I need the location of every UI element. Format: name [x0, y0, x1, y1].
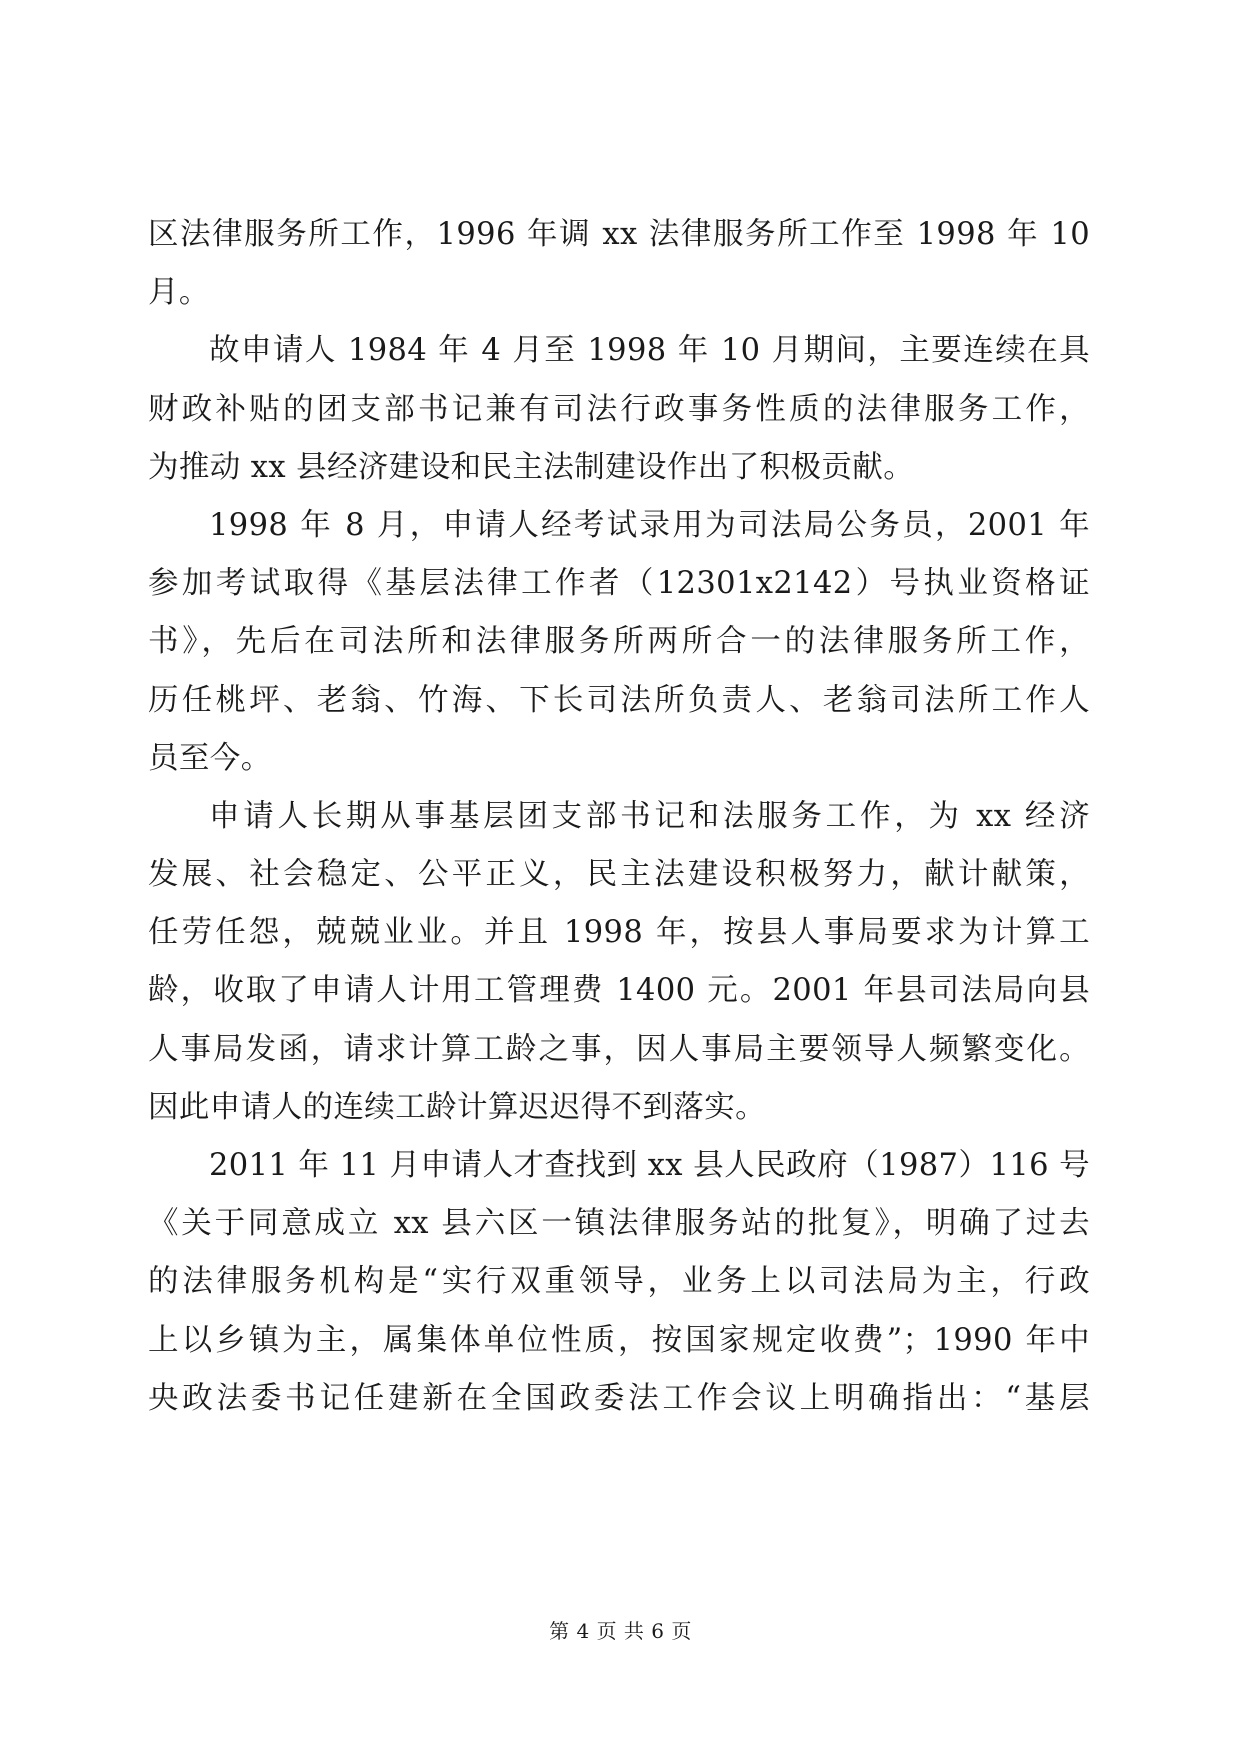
text-line: 的法律服务机构是“实行双重领导，业务上以司法局为主，行政: [148, 1264, 1090, 1300]
text-line: 1998 年 8 月，申请人经考试录用为司法局公务员，2001 年: [209, 507, 1090, 543]
text-line: 财政补贴的团支部书记兼有司法行政事务性质的法律服务工作，: [148, 391, 1090, 427]
text-line: 任劳任怨，兢兢业业。并且 1998 年，按县人事局要求为计算工: [148, 915, 1090, 951]
text-line: 员至今。: [148, 740, 272, 776]
text-line: 央政法委书记任建新在全国政委法工作会议上明确指出：“基层: [148, 1380, 1090, 1416]
text-line: 历任桃坪、老翁、竹海、下长司法所负责人、老翁司法所工作人: [148, 682, 1090, 718]
text-line: 2011 年 11 月申请人才查找到 xx 县人民政府（1987）116 号: [209, 1148, 1090, 1183]
text-line: 上以乡镇为主，属集体单位性质，按国家规定收费”；1990 年中: [148, 1322, 1090, 1358]
text-line: 故申请人 1984 年 4 月至 1998 年 10 月期间，主要连续在具: [209, 333, 1090, 369]
text-line: 人事局发函，请求计算工龄之事，因人事局主要领导人频繁变化。: [148, 1031, 1090, 1067]
text-line: 为推动 xx 县经济建设和民主法制建设作出了积极贡献。: [148, 449, 915, 485]
text-line: 书》，先后在司法所和法律服务所两所合一的法律服务所工作，: [148, 624, 1090, 660]
text-line: 发展、社会稳定、公平正义，民主法建设积极努力，献计献策，: [148, 857, 1090, 893]
text-line: 因此申请人的连续工龄计算迟迟得不到落实。: [148, 1089, 766, 1125]
text-line: 《关于同意成立 xx 县六区一镇法律服务站的批复》，明确了过去: [148, 1206, 1090, 1242]
text-line: 参加考试取得《基层法律工作者（12301x2142）号执业资格证: [148, 566, 1090, 602]
page-number-footer: 第 4 页 共 6 页: [549, 1619, 692, 1643]
text-line: 月。: [148, 275, 210, 311]
text-line: 区法律服务所工作，1996 年调 xx 法律服务所工作至 1998 年 10: [148, 217, 1090, 252]
text-line: 申请人长期从事基层团支部书记和法服务工作，为 xx 经济: [209, 798, 1090, 834]
text-line: 龄，收取了申请人计用工管理费 1400 元。2001 年县司法局向县: [148, 973, 1090, 1009]
document-body: [148, 206, 1090, 1428]
